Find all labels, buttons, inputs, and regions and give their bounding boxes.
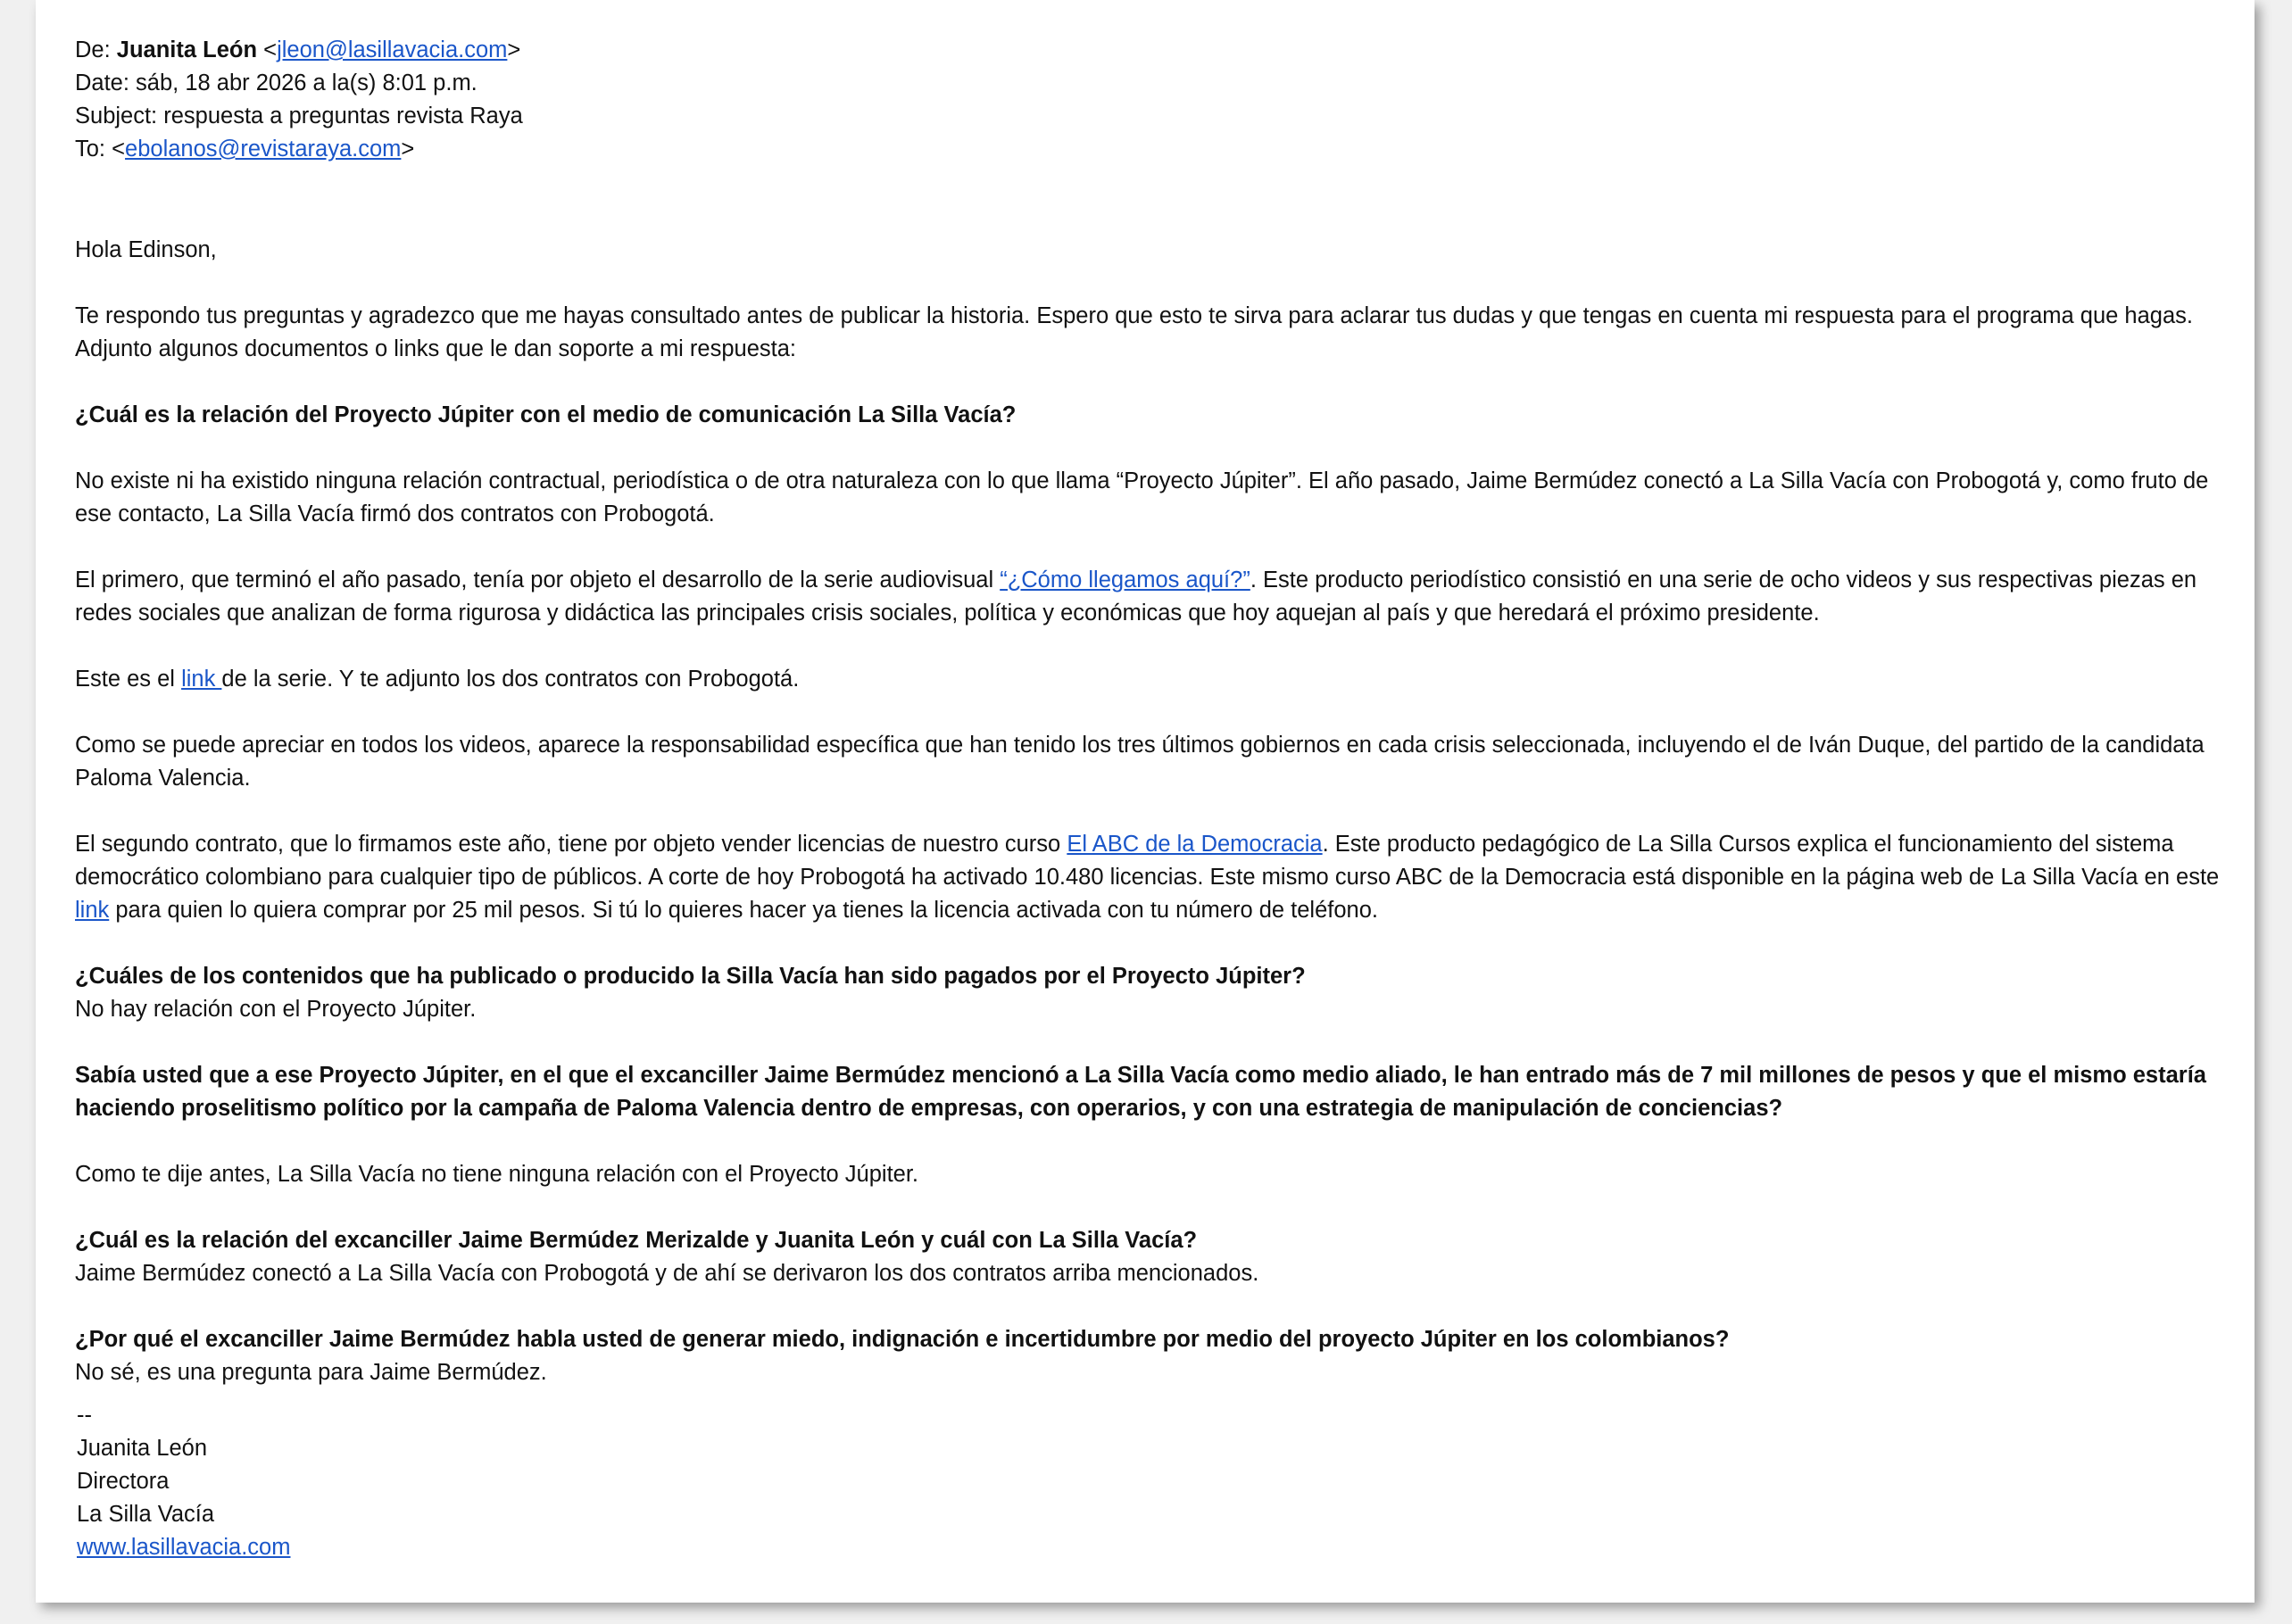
website-link[interactable]: www.lasillavacia.com [77,1535,291,1560]
to-line: To: <ebolanos@revistaraya.com> [75,137,415,162]
sender-name: Juanita León [116,37,258,62]
serie-link[interactable]: “¿Cómo llegamos aquí?” [1000,568,1250,592]
paragraph-primer-contrato: El primero, que terminó el año pasado, tenía por objeto el desarrollo de la serie audiovisual “¿Cómo llegamos aquí?”. Este producto periodístico consistió en una serie de ocho videos y sus respectivas piezas en redes sociales que analizan de forma rigurosa y didáctica las principales crisis sociales, política y económicas que hoy aquejan al país y que heredará el próximo presidente. [75,568,2197,626]
curso-purchase-link[interactable]: link [75,898,110,923]
question-1: ¿Cuál es la relación del Proyecto Júpiter con el medio de comunicación La Silla Vacía? [75,402,1017,427]
signature-role: Directora [77,1469,170,1494]
intro-paragraph: Te respondo tus preguntas y agradezco que me hayas consultado antes de publicar la historia. Espero que esto te sirva para aclarar tus dudas y que tengas en cuenta mi respuesta para el programa que hagas. Adjunto algunos documentos o links que le dan soporte a mi respuesta: [75,303,2193,361]
question-4: ¿Cuál es la relación del excanciller Jaime Bermúdez Merizalde y Juanita León y cuál con La Silla Vacía? [75,1228,1198,1253]
answer-5: No sé, es una pregunta para Jaime Bermúdez. [75,1360,547,1385]
subject-label: Subject: [75,104,158,128]
email-message [75,234,2244,1389]
paragraph-videos: Como se puede apreciar en todos los videos, aparece la responsabilidad específica que han tenido los tres últimos gobiernos en cada crisis seleccionada, incluyendo el de Iván Duque, del partido de la candidata Paloma Valencia. [75,733,2205,791]
abc-democracia-link[interactable]: El ABC de la Democracia [1067,832,1323,857]
answer-1: No existe ni ha existido ninguna relación contractual, periodística o de otra naturaleza con lo que llama “Proyecto Júpiter”. El año pasado, Jaime Bermúdez conectó a La Silla Vacía con Probogotá y, como fruto de ese contacto, La Silla Vacía firmó dos contratos con Probogotá. [75,468,2209,526]
date-line [75,67,523,100]
from-label: De: [75,37,111,62]
signature-separator: -- [77,1403,92,1428]
date-value: sáb, 18 abr 2026 a la(s) 8:01 p.m. [136,70,478,95]
question-3: Sabía usted que a ese Proyecto Júpiter, en el que el excanciller Jaime Bermúdez mencionó a La Silla Vacía como medio aliado, le han entrado más de 7 mil millones de pesos y que el mismo estaría haciendo proselitismo político por la campaña de Paloma Valencia dentro de empresas, con operarios, y con una estrategia de manipulación de conciencias? [75,1063,2206,1121]
paragraph-serie-link: Este es el link de la serie. Y te adjunto los dos contratos con Probogotá. [75,667,800,692]
serie-video-link[interactable]: link [181,667,222,692]
paragraph-segundo-contrato: El segundo contrato, que lo firmamos este año, tiene por objeto vender licencias de nuestro curso El ABC de la Democracia. Este producto pedagógico de La Silla Cursos explica el funcionamiento del sistema democrático colombiano para cualquier tipo de públicos. A corte de hoy Probogotá ha activado 10.480 licencias. Este mismo curso ABC de la Democracia está disponible en la página web de La Silla Vacía en este link para quien lo quiera comprar por 25 mil pesos. Si tú lo quieres hacer ya tienes la licencia activada con tu número de teléfono. [75,832,2220,923]
date-label: Date: [75,70,129,95]
question-5: ¿Por qué el excanciller Jaime Bermúdez habla usted de generar miedo, indignación e incertidumbre por medio del proyecto Júpiter en los colombianos? [75,1327,1730,1352]
answer-2: No hay relación con el Proyecto Júpiter. [75,997,477,1022]
email-header [75,34,523,166]
question-2: ¿Cuáles de los contenidos que ha publicado o producido la Silla Vacía han sido pagados por el Proyecto Júpiter? [75,964,1306,989]
answer-3: Como te dije antes, La Silla Vacía no tiene ninguna relación con el Proyecto Júpiter. [75,1162,919,1187]
subject-value: respuesta a preguntas revista Raya [163,104,523,128]
signature-org: La Silla Vacía [77,1502,215,1527]
answer-4: Jaime Bermúdez conectó a La Silla Vacía con Probogotá y de ahí se derivaron los dos contratos arriba mencionados. [75,1261,1259,1286]
from-line: De: Juanita León <jleon@lasillavacia.com> [75,37,521,62]
greeting: Hola Edinson, [75,237,217,262]
to-label: To: [75,137,106,162]
subject-line [75,100,523,133]
recipient-email-link[interactable]: ebolanos@revistaraya.com [125,137,402,162]
sender-email-link[interactable]: jleon@lasillavacia.com [277,37,508,62]
email-signature [77,1399,291,1564]
signature-name: Juanita León [77,1436,208,1461]
